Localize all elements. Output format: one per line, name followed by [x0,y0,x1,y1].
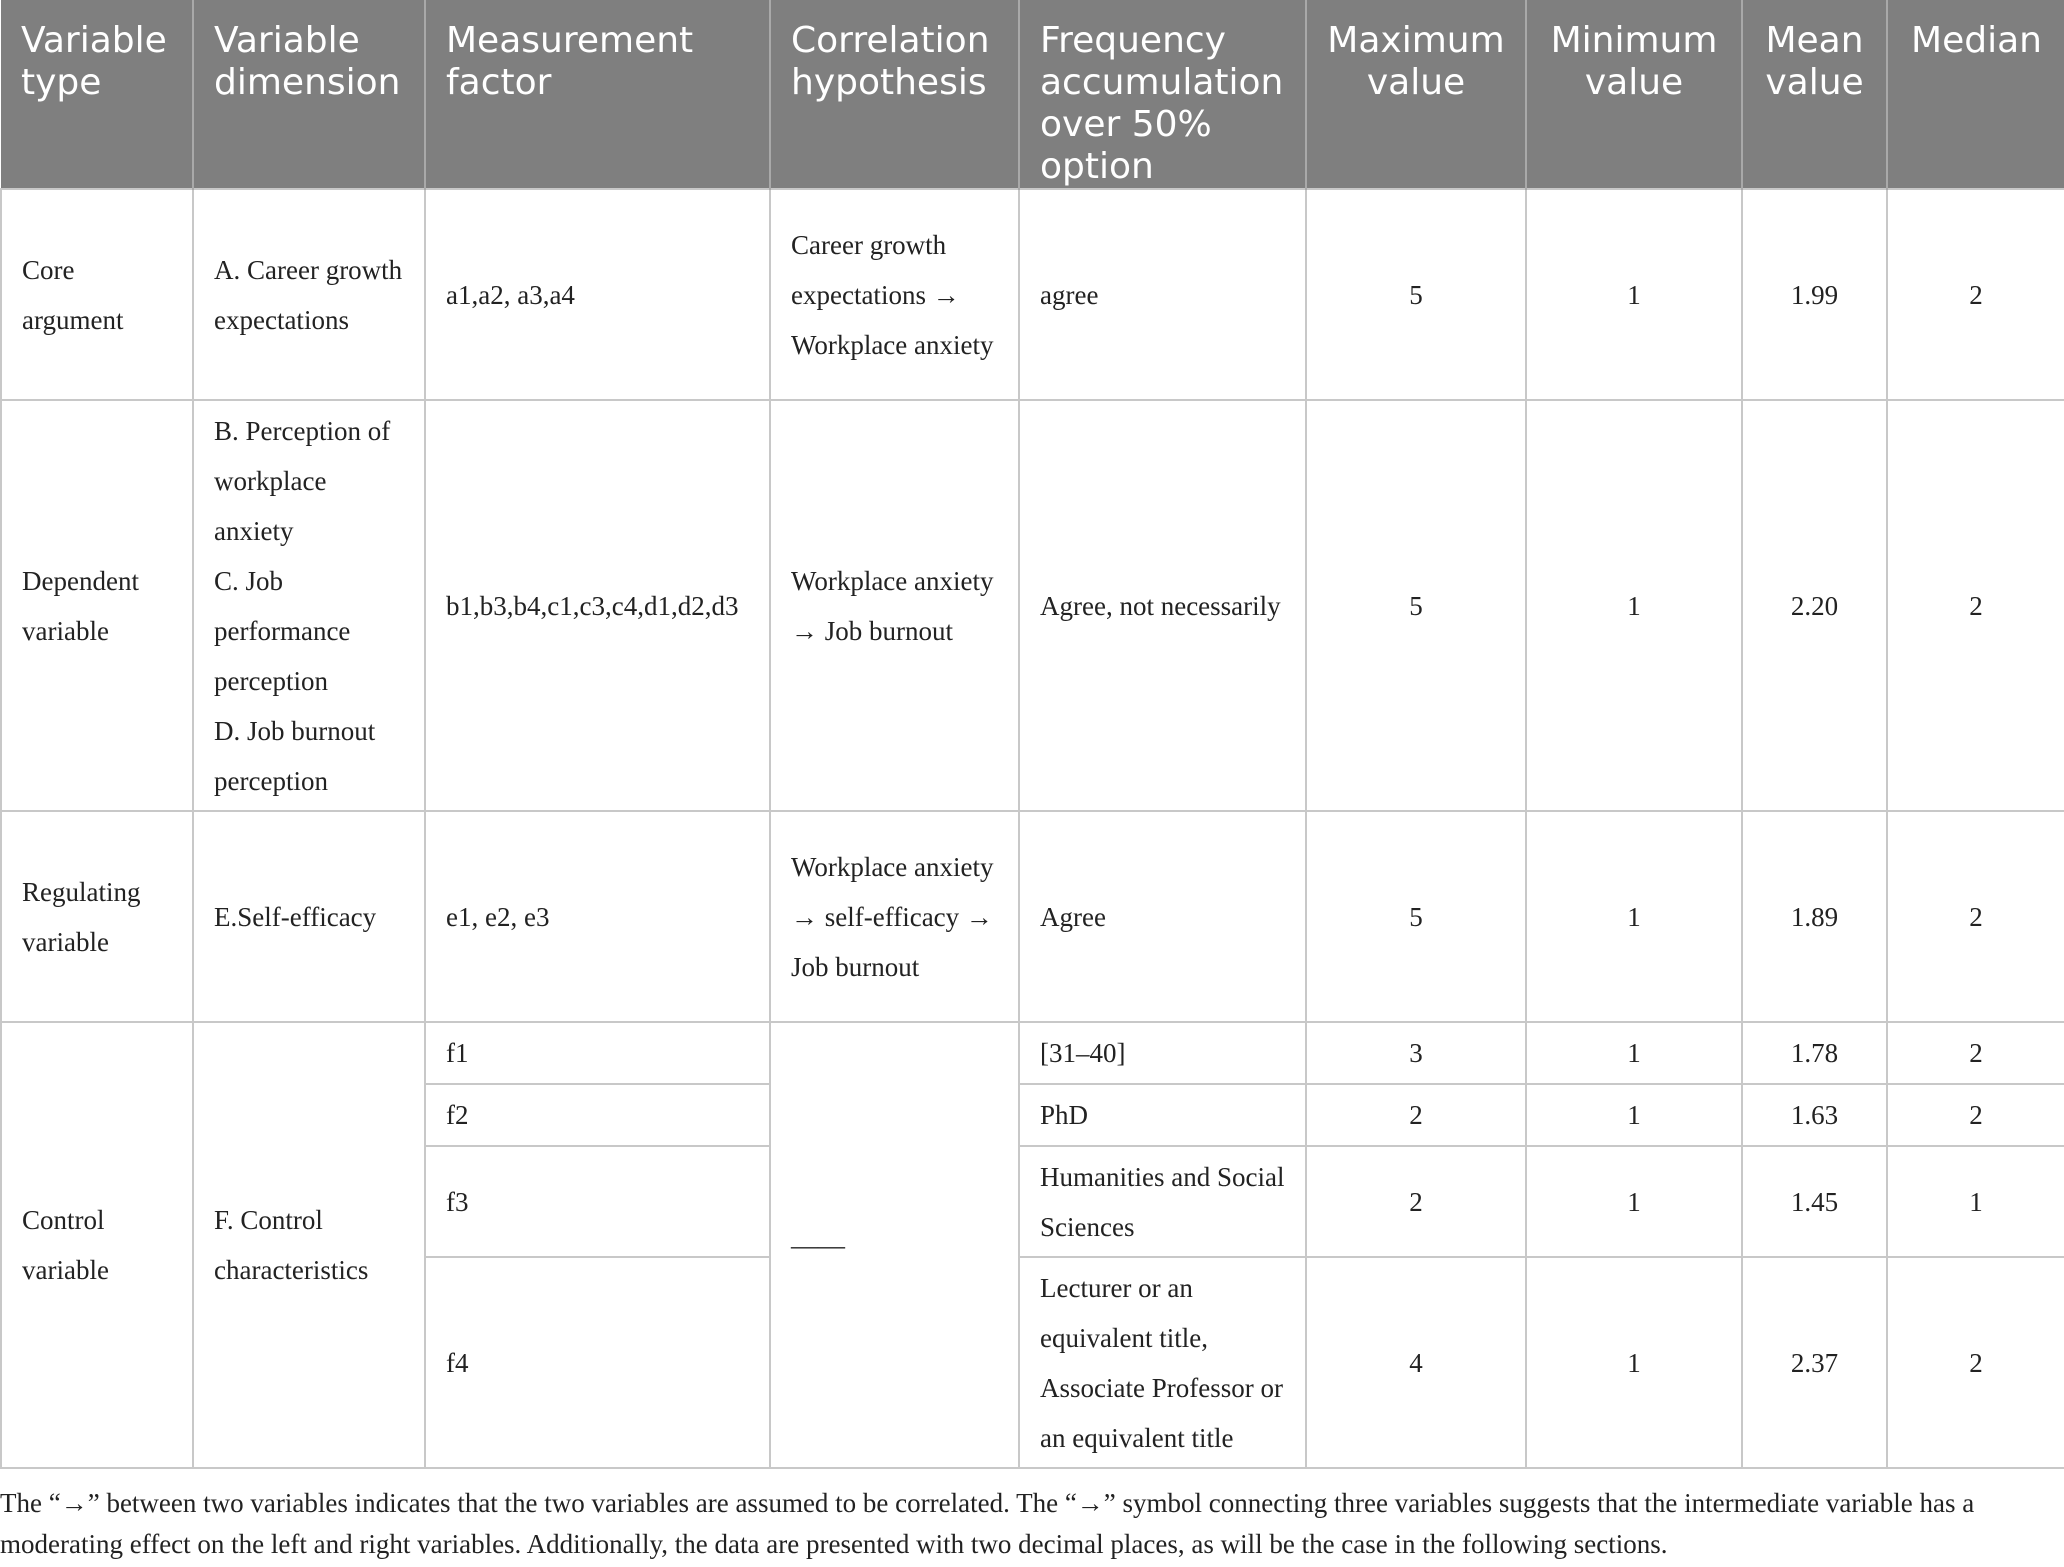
cell-dimension: F. Control characteristics [193,1022,425,1468]
header-measurement-factor: Measurement factor [425,0,770,189]
cell-max: 5 [1306,811,1526,1022]
cell-frequency: agree [1019,189,1306,400]
cell-max: 5 [1306,400,1526,811]
cell-dimension: A. Career growth expectations [193,189,425,400]
cell-hypothesis: Workplace anxiety → Job burnout [770,400,1019,811]
dimension-b: B. Perception of workplace anxiety [214,415,391,546]
cell-factor: f2 [425,1084,770,1146]
cell-factor: b1,b3,b4,c1,c3,c4,d1,d2,d3 [425,400,770,811]
header-correlation-hypothesis: Correlation hypothesis [770,0,1019,189]
cell-max: 2 [1306,1084,1526,1146]
cell-dimension [193,400,425,811]
header-frequency: Frequency accumulation over 50% option [1019,0,1306,189]
cell-factor: f3 [425,1146,770,1257]
cell-median: 1 [1887,1146,2064,1257]
cell-factor: e1, e2, e3 [425,811,770,1022]
cell-min: 1 [1526,1084,1742,1146]
cell-factor: f4 [425,1257,770,1468]
cell-frequency: Agree, not necessarily [1019,400,1306,811]
header-maximum: Maximum value [1306,0,1526,189]
table-row-regulating [1,811,2064,1022]
table-row-control-f1 [1,1022,2064,1084]
cell-median: 2 [1887,189,2064,400]
cell-median: 2 [1887,811,2064,1022]
cell-min: 1 [1526,1146,1742,1257]
cell-median: 2 [1887,400,2064,811]
cell-frequency: Humanities and Social Sciences [1019,1146,1306,1257]
cell-median: 2 [1887,1257,2064,1468]
table-row-core [1,189,2064,400]
cell-hypothesis: Career growth expectations → Workplace anxiety [770,189,1019,400]
cell-min: 1 [1526,189,1742,400]
cell-mean: 1.99 [1742,189,1887,400]
cell-mean: 2.20 [1742,400,1887,811]
cell-mean: 1.89 [1742,811,1887,1022]
cell-factor: f1 [425,1022,770,1084]
cell-frequency: Lecturer or an equivalent title, Associate Professor or an equivalent title [1019,1257,1306,1468]
cell-type: Control variable [1,1022,193,1468]
cell-factor: a1,a2, a3,a4 [425,189,770,400]
header-variable-dimension: Variable dimension [193,0,425,189]
cell-min: 1 [1526,400,1742,811]
cell-max: 3 [1306,1022,1526,1084]
cell-min: 1 [1526,1022,1742,1084]
header-variable-type: Variable type [1,0,193,189]
cell-hypothesis: —— [770,1022,1019,1468]
table-row-dependent [1,400,2064,811]
header-minimum: Minimum value [1526,0,1742,189]
cell-max: 2 [1306,1146,1526,1257]
cell-mean: 1.78 [1742,1022,1887,1084]
cell-type: Dependent variable [1,400,193,811]
cell-max: 5 [1306,189,1526,400]
cell-mean: 2.37 [1742,1257,1887,1468]
cell-hypothesis: Workplace anxiety → self-efficacy → Job burnout [770,811,1019,1022]
header-mean: Mean value [1742,0,1887,189]
cell-type: Core argument [1,189,193,400]
dimension-d: D. Job burnout perception [214,715,376,796]
cell-mean: 1.45 [1742,1146,1887,1257]
header-row [1,0,2064,189]
dimension-c: C. Job performance perception [214,565,351,696]
header-median: Median [1887,0,2064,189]
cell-median: 2 [1887,1022,2064,1084]
cell-mean: 1.63 [1742,1084,1887,1146]
table-footnote: The “→” between two variables indicates that the two variables are assumed to be correlated. The “→” symbol connecting three variables suggests that the intermediate variable has a moderating effect on the left and right variables. Additionally, the data are presented with two decimal places, as will be the case in the following sections. [0,1488,1975,1559]
cell-dimension: E.Self-efficacy [193,811,425,1022]
cell-min: 1 [1526,1257,1742,1468]
cell-frequency: [31–40] [1019,1022,1306,1084]
cell-frequency: Agree [1019,811,1306,1022]
cell-min: 1 [1526,811,1742,1022]
cell-type: Regulating variable [1,811,193,1022]
cell-median: 2 [1887,1084,2064,1146]
cell-frequency: PhD [1019,1084,1306,1146]
cell-max: 4 [1306,1257,1526,1468]
